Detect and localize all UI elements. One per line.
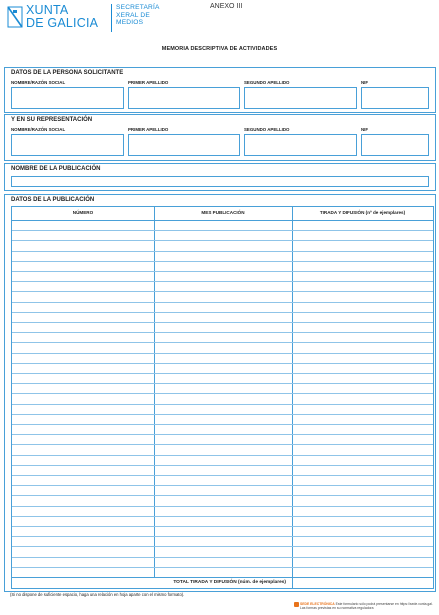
footer-label: SEDE ELECTRÓNICA [300, 602, 335, 606]
table-row [12, 291, 433, 292]
logo-line-2: DE GALICIA [26, 16, 99, 30]
publication-name-field[interactable] [11, 176, 429, 187]
rep-second-surname-field[interactable] [244, 134, 357, 156]
first-surname-label: PRIMER APELLIDO [128, 80, 169, 85]
table-row [12, 404, 433, 405]
annex-label: ANEXO III [210, 3, 243, 10]
nif-label: NIF [361, 80, 369, 85]
table-row [12, 475, 433, 476]
table-row [12, 414, 433, 415]
total-field[interactable] [293, 578, 433, 588]
logo-line-1: XUNTA [26, 3, 69, 17]
rep-name-field[interactable] [11, 134, 124, 156]
table-row [12, 353, 433, 354]
table-row [12, 271, 433, 272]
publication-data-title: DATOS DE LA PUBLICACIÓN [11, 197, 95, 203]
table-row [12, 546, 433, 547]
rep-name-label: NOMBRE/RAZÓN SOCIAL [11, 127, 66, 132]
table-row [12, 332, 433, 333]
total-row [12, 577, 433, 589]
total-label: TOTAL TIRADA Y DIFUSIÓN (núm. de ejemplares) [173, 580, 286, 585]
footer-text: Este formulario sólo podrá presentarse en https://sede.xunta.gal. Las formas previstas en su normativa reguladora [300, 602, 433, 610]
applicant-section [4, 67, 436, 113]
logo-text [26, 4, 98, 30]
footer-notice [300, 602, 434, 610]
publication-data-section [4, 194, 436, 592]
applicant-second-surname-field[interactable] [244, 87, 357, 109]
name-label: NOMBRE/RAZÓN SOCIAL [11, 80, 66, 85]
dept-line-1: SECRETARÍA [116, 4, 160, 11]
column-circulation: TIRADA Y DIFUSIÓN (nº de ejemplares) [319, 210, 406, 215]
column-month: MES PUBLICACIÓN [201, 210, 245, 215]
table-row [12, 230, 433, 231]
column-divider [154, 207, 155, 577]
table-row [12, 281, 433, 282]
table-row [12, 251, 433, 252]
logo-divider [111, 4, 112, 32]
space-note: (Si no dispone de suficiente espacio, haga una relación en hoja aparte con el mismo formato). [10, 592, 185, 597]
table-row [12, 424, 433, 425]
sede-icon [294, 602, 299, 607]
table-row [12, 465, 433, 466]
rep-second-surname-label: SEGUNDO APELLIDO [244, 127, 290, 132]
table-row [12, 557, 433, 558]
applicant-name-field[interactable] [11, 87, 124, 109]
table-row [12, 302, 433, 303]
column-divider [292, 207, 293, 588]
table-header [12, 207, 433, 221]
dept-line-2: XERAL DE [116, 11, 150, 19]
table-row [12, 393, 433, 394]
applicant-nif-field[interactable] [361, 87, 429, 109]
table-row [12, 526, 433, 527]
department-name [116, 4, 160, 27]
applicant-first-surname-field[interactable] [128, 87, 240, 109]
rep-nif-field[interactable] [361, 134, 429, 156]
dept-line-3: MEDIOS [116, 19, 144, 26]
rep-first-surname-field[interactable] [128, 134, 240, 156]
document-title: MEMORIA DESCRIPTIVA DE ACTIVIDADES [161, 46, 278, 52]
table-row [12, 455, 433, 456]
table-row [12, 342, 433, 343]
rep-first-surname-label: PRIMER APELLIDO [128, 127, 169, 132]
table-row [12, 516, 433, 517]
table-row [12, 240, 433, 241]
table-row [12, 261, 433, 262]
column-number: NÚMERO [72, 210, 94, 215]
publication-table [11, 206, 434, 589]
table-row [12, 444, 433, 445]
table-row [12, 485, 433, 486]
table-row [12, 567, 433, 568]
table-row [12, 495, 433, 496]
publication-name-section [4, 163, 436, 191]
applicant-section-title: DATOS DE LA PERSONA SOLICITANTE [11, 70, 124, 76]
galician-cross-icon [6, 5, 24, 29]
table-row [12, 322, 433, 323]
xunta-logo [6, 3, 166, 35]
second-surname-label: SEGUNDO APELLIDO [244, 80, 290, 85]
rep-nif-label: NIF [361, 127, 369, 132]
publication-name-title: NOMBRE DE LA PUBLICACIÓN [11, 166, 101, 172]
representative-section-title: Y EN SU REPRESENTACIÓN [11, 117, 93, 123]
representative-section [4, 114, 436, 161]
table-row [12, 312, 433, 313]
table-row [12, 373, 433, 374]
table-row [12, 536, 433, 537]
table-row [12, 363, 433, 364]
table-row [12, 383, 433, 384]
table-row [12, 506, 433, 507]
table-row [12, 434, 433, 435]
